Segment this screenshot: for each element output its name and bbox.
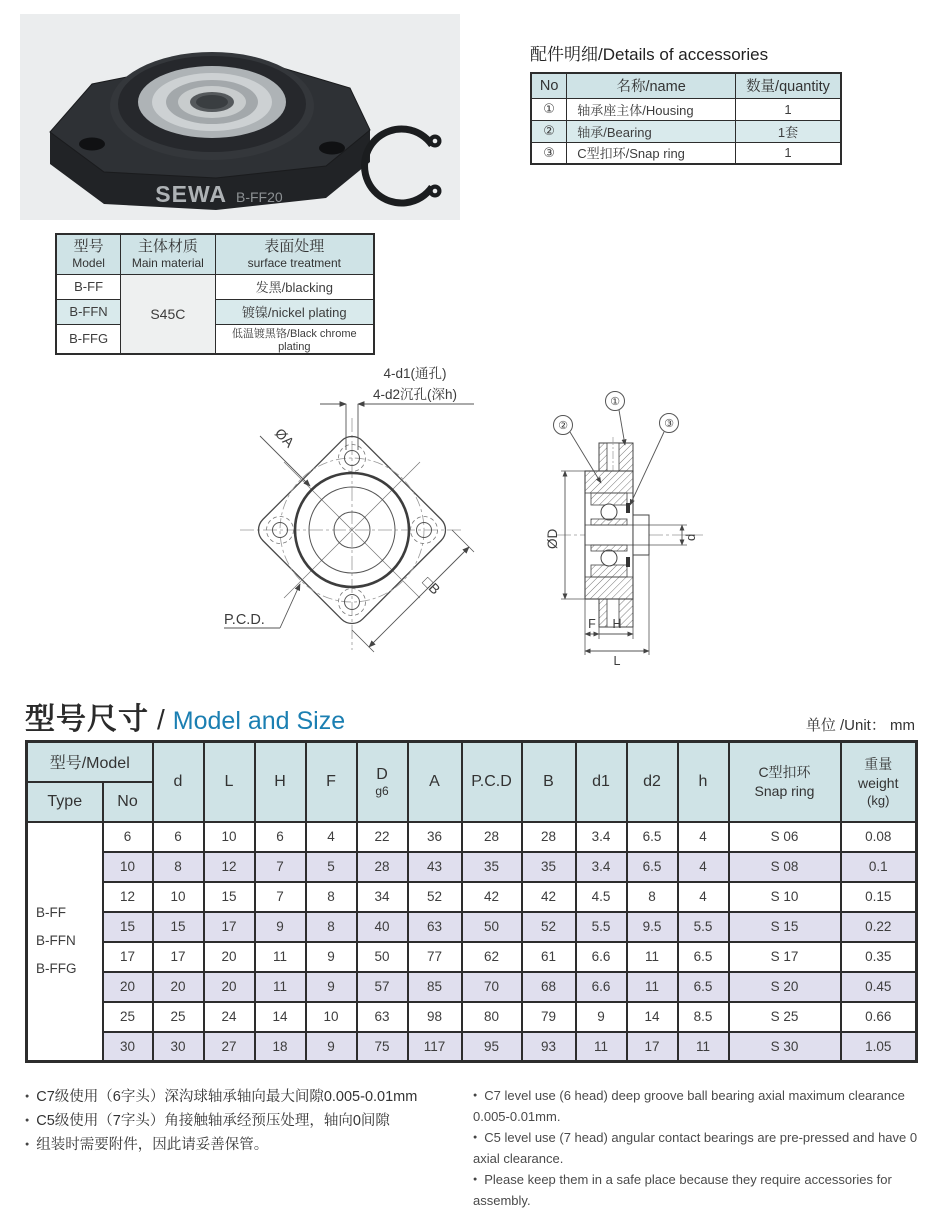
cell-B: 35 (522, 852, 576, 882)
accessory-no: ② (531, 120, 567, 142)
accessory-no: ③ (531, 142, 567, 164)
cell-snap-ring: S 06 (729, 822, 841, 852)
bearing-ball-bottom (601, 550, 617, 566)
cell-snap-ring: S 30 (729, 1032, 841, 1062)
cell-A: 63 (408, 912, 462, 942)
callout-2: ② (558, 420, 568, 432)
cell-F: 10 (306, 1002, 357, 1032)
col-PCD: P.C.D (462, 742, 522, 822)
note-item: ● C5级使用（7字头）角接触轴承经预压处理，轴向0间隙 (25, 1109, 473, 1133)
cell-d2: 6.5 (627, 822, 678, 852)
cell-PCD: 70 (462, 972, 522, 1002)
size-row (27, 852, 917, 882)
cell-weight: 0.08 (841, 822, 917, 852)
dim-label-b: □B (419, 573, 444, 598)
dim-label-h: H (612, 617, 622, 631)
cell-F: 5 (306, 852, 357, 882)
cell-F: 9 (306, 972, 357, 1002)
cell-L: 24 (204, 1002, 255, 1032)
cell-A: 52 (408, 882, 462, 912)
cell-snap-ring: S 15 (729, 912, 841, 942)
cell-B: 52 (522, 912, 576, 942)
col-d2: d2 (627, 742, 678, 822)
material-model: B-FFN (56, 299, 121, 324)
cell-A: 36 (408, 822, 462, 852)
col-D-g6: D g6 (357, 742, 408, 822)
cell-d1: 9 (576, 1002, 627, 1032)
material-treatment: 发黑/blacking (215, 274, 374, 299)
col-model: 型号/Model (27, 742, 153, 782)
cell-d: 30 (153, 1032, 204, 1062)
cell-d: 17 (153, 942, 204, 972)
col-d1: d1 (576, 742, 627, 822)
col-A: A (408, 742, 462, 822)
note-item: ● 组装时需要附件，因此请妥善保管。 (25, 1133, 473, 1157)
material-col-model: 型号 Model (56, 234, 121, 274)
cell-B: 79 (522, 1002, 576, 1032)
bearing-outer-race-top (591, 493, 627, 505)
dim-label-holes-1: 4-d1(通孔) (383, 366, 447, 381)
accessories-col-qty: 数量/quantity (735, 73, 841, 98)
cell-F: 9 (306, 1032, 357, 1062)
cell-no: 12 (103, 882, 153, 912)
accessory-qty: 1 (735, 142, 841, 164)
cell-h: 8.5 (678, 1002, 729, 1032)
snap-ring-section-bottom (626, 557, 630, 567)
size-table-section (25, 740, 915, 1063)
cell-F: 9 (306, 942, 357, 972)
notes-english (473, 1085, 930, 1211)
size-row (27, 942, 917, 972)
size-title-divider: / (157, 704, 165, 735)
cell-weight: 0.66 (841, 1002, 917, 1032)
cell-A: 77 (408, 942, 462, 972)
bearing-bore-inner (196, 95, 228, 109)
footer-notes (25, 1085, 930, 1211)
callout-1: ① (610, 396, 620, 408)
snap-ring-lug-bottom-hole (433, 189, 438, 194)
cell-d1: 4.5 (576, 882, 627, 912)
size-row (27, 912, 917, 942)
material-row (56, 274, 374, 299)
cell-snap-ring: S 17 (729, 942, 841, 972)
snap-ring-section-top (626, 503, 630, 513)
cell-d2: 14 (627, 1002, 678, 1032)
cell-D: 22 (357, 822, 408, 852)
col-L: L (204, 742, 255, 822)
col-B: B (522, 742, 576, 822)
cell-d1: 3.4 (576, 822, 627, 852)
cell-d2: 8 (627, 882, 678, 912)
size-table (25, 740, 918, 1063)
material-col-material: 主体材质 Main material (121, 234, 215, 274)
cell-D: 50 (357, 942, 408, 972)
bearing-inner-race-top (591, 519, 627, 525)
callout-3: ③ (664, 418, 674, 430)
size-header-row-1 (27, 742, 917, 782)
material-value: S45C (121, 274, 215, 354)
cell-d: 15 (153, 912, 204, 942)
dim-label-pcd: P.C.D. (224, 612, 265, 628)
cell-d2: 11 (627, 942, 678, 972)
model-type-group (27, 822, 103, 1062)
cell-snap-ring: S 10 (729, 882, 841, 912)
snap-ring-lug-top-hole (433, 139, 438, 144)
cell-H: 9 (255, 912, 306, 942)
accessories-header-row (531, 73, 841, 98)
accessories-title: 配件明细/Details of accessories (530, 45, 769, 64)
cell-no: 30 (103, 1032, 153, 1062)
cell-d: 10 (153, 882, 204, 912)
cell-H: 11 (255, 972, 306, 1002)
material-table (55, 233, 375, 355)
cell-PCD: 80 (462, 1002, 522, 1032)
cell-weight: 0.1 (841, 852, 917, 882)
cell-snap-ring: S 25 (729, 1002, 841, 1032)
extension-line (452, 530, 474, 552)
side-view-drawing (535, 385, 725, 667)
material-model: B-FF (56, 274, 121, 299)
cell-d1: 5.5 (576, 912, 627, 942)
cell-no: 15 (103, 912, 153, 942)
size-row (27, 1002, 917, 1032)
cell-d1: 3.4 (576, 852, 627, 882)
type-label: B-FFN (36, 933, 76, 949)
cell-H: 18 (255, 1032, 306, 1062)
col-snap-ring: C型扣环 Snap ring (729, 742, 841, 822)
col-type: Type (27, 782, 103, 822)
accessory-qty: 1套 (735, 120, 841, 142)
accessories-row (531, 142, 841, 164)
col-weight: 重量 weight (kg) (841, 742, 917, 822)
callout-leader (630, 432, 664, 505)
material-row (56, 299, 374, 324)
cell-d2: 9.5 (627, 912, 678, 942)
cell-F: 8 (306, 882, 357, 912)
note-item: ● C5 level use (7 head) angular contact bearings are pre-pressed and have 0 axial clearance. (473, 1127, 930, 1169)
cell-h: 6.5 (678, 942, 729, 972)
cell-A: 117 (408, 1032, 462, 1062)
flange-hatch-top (585, 471, 633, 493)
cell-F: 8 (306, 912, 357, 942)
cell-H: 6 (255, 822, 306, 852)
accessories-rows (531, 98, 841, 164)
cell-D: 28 (357, 852, 408, 882)
cell-d: 6 (153, 822, 204, 852)
cell-L: 27 (204, 1032, 255, 1062)
cell-no: 25 (103, 1002, 153, 1032)
cell-H: 14 (255, 1002, 306, 1032)
cell-D: 40 (357, 912, 408, 942)
cell-D: 34 (357, 882, 408, 912)
material-col-treatment: 表面处理 surface treatment (215, 234, 374, 274)
material-treatment: 低温镀黑铬/Black chrome plating (215, 324, 374, 354)
boss-section (633, 515, 649, 555)
size-row (27, 1032, 917, 1062)
brand-text: SEWA (155, 181, 227, 207)
cell-D: 75 (357, 1032, 408, 1062)
flange-hatch-bottom (585, 577, 633, 599)
cell-weight: 0.35 (841, 942, 917, 972)
type-label: B-FF (36, 905, 66, 921)
size-title-en: Model and Size (172, 707, 346, 735)
accessories-section (530, 40, 842, 165)
cell-D: 63 (357, 1002, 408, 1032)
cell-H: 11 (255, 942, 306, 972)
cell-h: 4 (678, 822, 729, 852)
cell-h: 4 (678, 852, 729, 882)
note-item: ● C7级使用（6字头）深沟球轴承轴向最大间隙0.005-0.01mm (25, 1085, 473, 1109)
cell-no: 20 (103, 972, 153, 1002)
col-H: H (255, 742, 306, 822)
cell-A: 85 (408, 972, 462, 1002)
product-photo-art (20, 14, 460, 220)
size-title-cn: 型号尺寸 (25, 703, 149, 736)
bearing-inner-race-bottom (591, 545, 627, 551)
cell-snap-ring: S 08 (729, 852, 841, 882)
cell-weight: 0.15 (841, 882, 917, 912)
cell-d2: 11 (627, 972, 678, 1002)
cell-no: 17 (103, 942, 153, 972)
cell-L: 20 (204, 942, 255, 972)
dim-label-a: ØA (271, 424, 298, 451)
size-row (27, 822, 917, 852)
cell-h: 5.5 (678, 912, 729, 942)
cell-H: 7 (255, 852, 306, 882)
material-treatment: 镀镍/nickel plating (215, 299, 374, 324)
extension-line (352, 630, 374, 652)
cell-PCD: 42 (462, 882, 522, 912)
col-h: h (678, 742, 729, 822)
cell-PCD: 95 (462, 1032, 522, 1062)
material-model: B-FFG (56, 324, 121, 354)
cell-A: 43 (408, 852, 462, 882)
cell-B: 61 (522, 942, 576, 972)
accessory-name: C型扣环/Snap ring (567, 142, 736, 164)
note-item: ● Please keep them in a safe place because they require accessories for assembly. (473, 1169, 930, 1211)
dim-label-bore: d (683, 533, 698, 541)
cell-h: 11 (678, 1032, 729, 1062)
accessory-qty: 1 (735, 98, 841, 120)
cell-L: 17 (204, 912, 255, 942)
cell-PCD: 62 (462, 942, 522, 972)
cell-d2: 17 (627, 1032, 678, 1062)
accessory-no: ① (531, 98, 567, 120)
leader-line (280, 584, 300, 628)
note-item: ● C7 level use (6 head) deep groove ball bearing axial maximum clearance 0.005-0.01mm. (473, 1085, 930, 1127)
cell-H: 7 (255, 882, 306, 912)
accessories-col-name: 名称/name (567, 73, 736, 98)
size-row (27, 972, 917, 1002)
cell-PCD: 35 (462, 852, 522, 882)
accessories-row (531, 120, 841, 142)
cell-weight: 0.22 (841, 912, 917, 942)
bearing-ball-top (601, 504, 617, 520)
material-section (55, 233, 375, 355)
cell-L: 10 (204, 822, 255, 852)
cell-h: 6.5 (678, 972, 729, 1002)
cell-PCD: 28 (462, 822, 522, 852)
material-header-row (56, 234, 374, 274)
col-no: No (103, 782, 153, 822)
col-d: d (153, 742, 204, 822)
accessory-name: 轴承座主体/Housing (567, 98, 736, 120)
size-table-body (27, 822, 917, 1062)
cell-A: 98 (408, 1002, 462, 1032)
bolt-hole-right (319, 142, 345, 155)
size-section-title (25, 694, 345, 738)
cell-d: 8 (153, 852, 204, 882)
dim-label-holes-2: 4-d2沉孔(深h) (372, 387, 458, 402)
cell-L: 15 (204, 882, 255, 912)
cell-d: 20 (153, 972, 204, 1002)
cell-d1: 11 (576, 1032, 627, 1062)
cell-d1: 6.6 (576, 942, 627, 972)
cell-B: 42 (522, 882, 576, 912)
size-unit-label: 单位 /Unit： mm (805, 717, 915, 734)
accessory-name: 轴承/Bearing (567, 120, 736, 142)
notes-chinese (25, 1085, 473, 1211)
cell-d2: 6.5 (627, 852, 678, 882)
col-F: F (306, 742, 357, 822)
cell-snap-ring: S 20 (729, 972, 841, 1002)
accessories-col-no: No (531, 73, 567, 98)
product-photo (20, 14, 460, 220)
size-row (27, 882, 917, 912)
cell-D: 57 (357, 972, 408, 1002)
cell-d: 25 (153, 1002, 204, 1032)
cell-F: 4 (306, 822, 357, 852)
cell-L: 20 (204, 972, 255, 1002)
size-section-header (25, 694, 915, 738)
cell-d1: 6.6 (576, 972, 627, 1002)
cell-L: 12 (204, 852, 255, 882)
front-view-drawing (222, 362, 477, 654)
cell-no: 10 (103, 852, 153, 882)
cell-no: 6 (103, 822, 153, 852)
dim-label-f: F (588, 617, 596, 631)
cell-PCD: 50 (462, 912, 522, 942)
model-text: B-FF20 (236, 189, 283, 205)
bolt-hole-left (79, 138, 105, 151)
bearing-outer-race-bottom (591, 565, 627, 577)
callout-leader (619, 410, 625, 445)
dim-label-outer: ØD (545, 528, 560, 549)
cell-B: 68 (522, 972, 576, 1002)
cell-weight: 1.05 (841, 1032, 917, 1062)
cell-B: 93 (522, 1032, 576, 1062)
type-label: B-FFG (36, 961, 77, 977)
accessories-row (531, 98, 841, 120)
material-row (56, 324, 374, 354)
cell-weight: 0.45 (841, 972, 917, 1002)
dim-label-l: L (613, 654, 621, 668)
cell-B: 28 (522, 822, 576, 852)
cell-h: 4 (678, 882, 729, 912)
accessories-table (530, 72, 842, 165)
